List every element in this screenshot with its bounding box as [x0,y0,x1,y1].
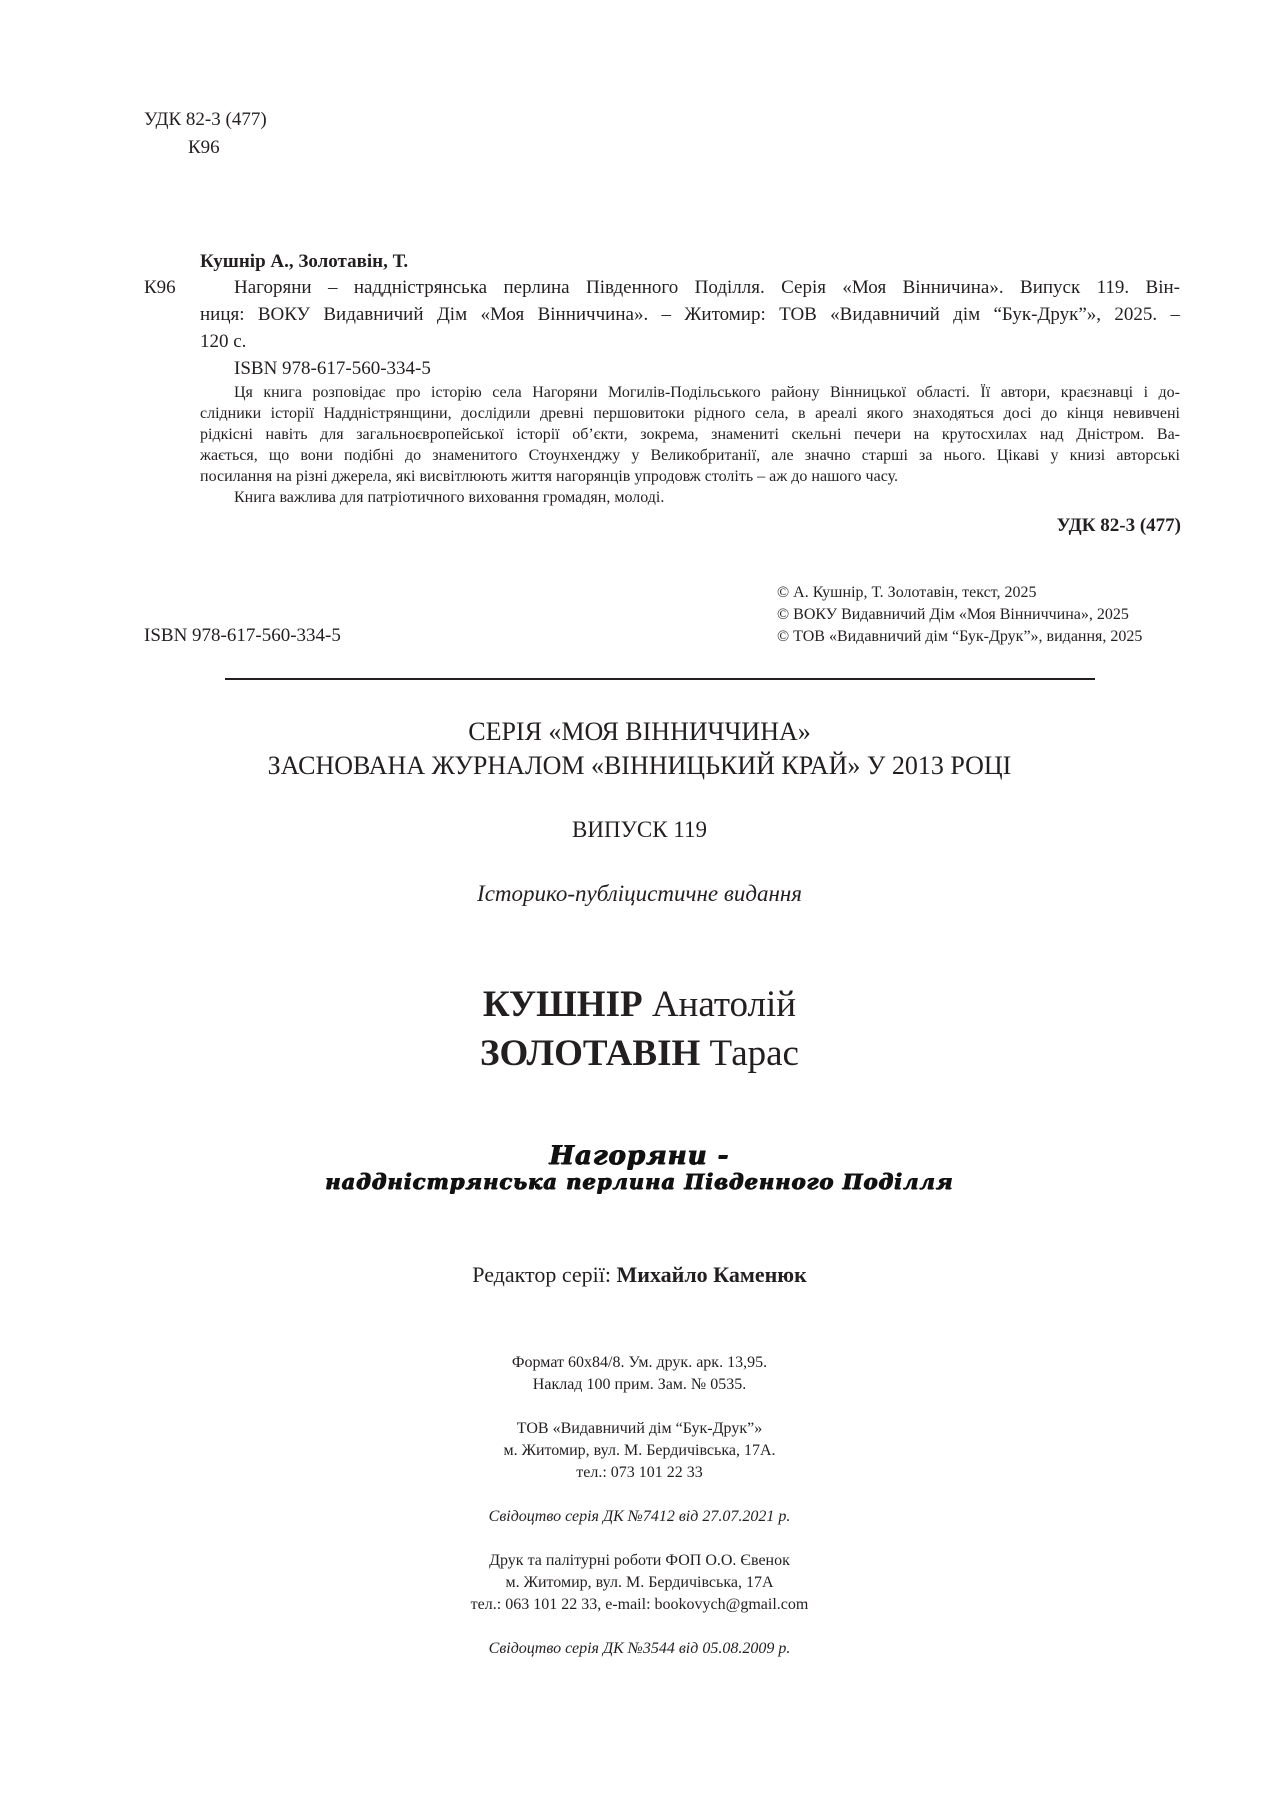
biblio-isbn: ISBN 978-617-560-334-5 [234,358,431,379]
author-given-name: Тарас [709,1033,799,1074]
biblio-desc-line: Нагоряни – наддністрянська перлина Південного Поділля. Серія «Моя Вінничина». Випуск 119. Він- [234,277,1180,298]
author-line [0,1032,1279,1076]
series-founded: ЗАСНОВАНА ЖУРНАЛОМ «ВІННИЦЬКИЙ КРАЙ» У 2013 РОЦІ [267,751,1012,780]
udk-right: УДК 82-3 (477) [1056,515,1181,536]
format-line: Формат 60х84/8. Ум. друк. арк. 13,95. [511,1354,768,1371]
biblio-authors: Кушнір А., Золотавін, Т. [200,251,409,272]
printer-certificate: Свідоцтво серія ДК №3544 від 05.08.2009 р. [488,1640,791,1657]
author-surname: КУШНІР [482,984,643,1025]
series-title: СЕРІЯ «МОЯ ВІННИЧЧИНА» [468,717,811,746]
book-title-line1: Нагоряни - [549,1141,730,1171]
editor-name: Михайло Каменюк [616,1262,807,1287]
genre-label: Історико-публіцистичне видання [477,881,802,906]
publisher-address: м. Житомир, вул. М. Бердичівська, 17А. [503,1442,776,1459]
isbn-bottom: ISBN 978-617-560-334-5 [144,625,341,646]
copyright-line: © А. Кушнір, Т. Золотавін, текст, 2025 [777,584,1037,601]
author-given-name: Анатолій [651,984,797,1025]
author-mark-header: К96 [188,137,220,158]
annotation-line: рідкісні навіть для загальноєвропейської історії об’єкти, зокрема, знамениті скельні печери на крутосхилах над Дністром. Ва- [200,426,1180,443]
udk-header: УДК 82-3 (477) [144,109,267,130]
biblio-desc-line: 120 с. [200,331,247,352]
annotation-line: Ця книга розповідає про історію села Нагоряни Могилів-Подільського району Вінницької області. Її автори, краєзнавці і до- [234,384,1180,401]
biblio-author-mark: К96 [144,277,176,298]
annotation-last: Книга важлива для патріотичного виховання громадян, молоді. [234,489,665,506]
editor-label: Редактор серії: [472,1262,611,1287]
print-run-line: Наклад 100 прим. Зам. № 0535. [532,1376,747,1393]
divider-rule [225,678,1095,680]
copyright-line: © ВОКУ Видавничий Дім «Моя Вінниччина», 2025 [777,606,1129,623]
publisher-name: ТОВ «Видавничий дім “Бук-Друк”» [516,1420,763,1437]
publisher-phone: тел.: 073 101 22 33 [576,1464,703,1481]
author-line [0,983,1279,1027]
copyright-line: © ТОВ «Видавничий дім “Бук-Друк”», видання, 2025 [777,628,1143,645]
publisher-certificate: Свідоцтво серія ДК №7412 від 27.07.2021 р. [488,1508,791,1525]
annotation-line: слідники історії Наддністрянщини, дослідили древні першовитоки рідного села, в ареалі якого знаходяться досі до кінця невивчені [200,405,1180,422]
printer-name: Друк та палітурні роботи ФОП О.О. Євенок [489,1552,790,1569]
book-title-line2: наддністрянська перлина Південного Поділля [325,1169,954,1194]
printer-contacts: тел.: 063 101 22 33, e-mail: bookovych@gmail.com [470,1596,809,1613]
issue-number: ВИПУСК 119 [572,817,707,842]
printer-address: м. Житомир, вул. М. Бердичівська, 17А [505,1574,774,1591]
annotation-line: жається, що вони подібні до знаменитого Стоунхенджу у Великобританії, але значно старші за нього. Цікаві у книзі авторські [200,447,1180,464]
biblio-desc-line: ниця: ВОКУ Видавничий Дім «Моя Вінниччина». – Житомир: ТОВ «Видавничий дім “Бук-Друк”», 2025. – [200,304,1180,325]
annotation-line: посилання на різні джерела, які висвітлюють життя нагорянців упродовж століть – аж до нашого часу. [200,468,898,485]
series-editor [0,1261,1279,1289]
author-surname: ЗОЛОТАВІН [480,1033,701,1074]
